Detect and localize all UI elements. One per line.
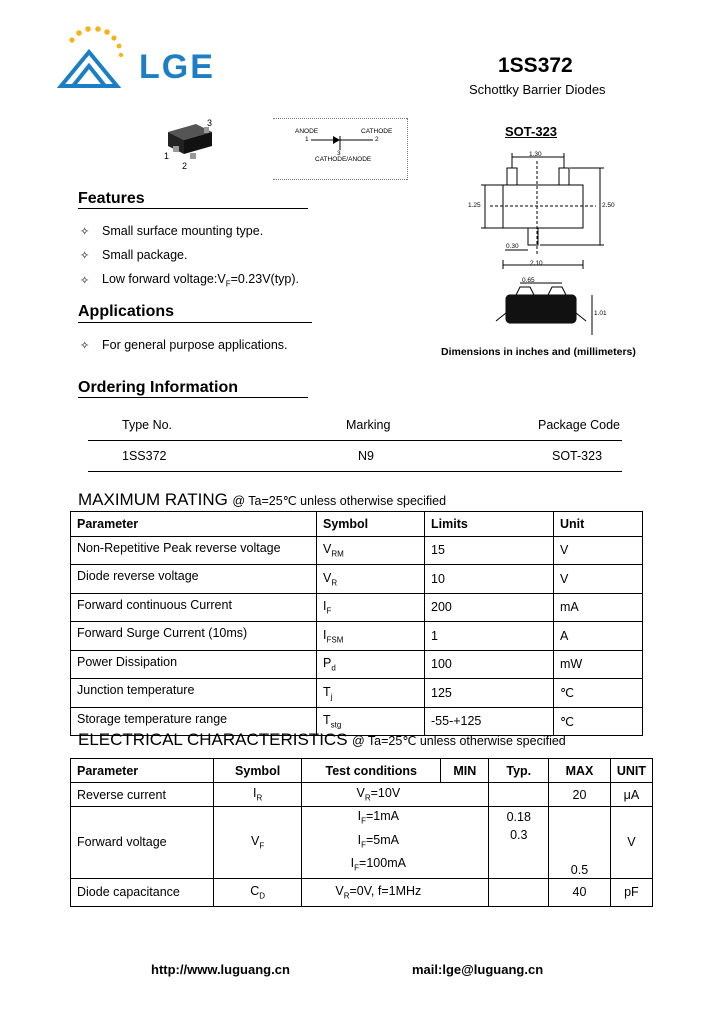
max-param: Junction temperature — [71, 679, 317, 708]
electrical-table — [70, 758, 653, 907]
ec-condition — [302, 878, 489, 906]
max-limit: 125 — [425, 679, 554, 708]
pin2-label: 2 — [182, 161, 188, 171]
feature-item — [80, 272, 299, 289]
symbol-pin3: 3 — [337, 150, 341, 157]
vf-sub: F — [225, 279, 231, 289]
max-header: Symbol — [317, 512, 425, 537]
ordering-header: Marking — [346, 418, 391, 432]
ec-param: Reverse current — [71, 783, 214, 807]
cond-sym: V — [356, 786, 365, 801]
cond-sym: V — [335, 883, 344, 898]
cond-sub: F — [361, 816, 366, 826]
symbol-base: T — [323, 684, 331, 699]
max-limit: -55-+125 — [425, 707, 554, 736]
ec-header: MAX — [549, 759, 611, 783]
cond-line — [308, 854, 448, 878]
package-drawing — [460, 145, 630, 345]
bullet-icon: ✧ — [80, 339, 90, 352]
feature-text: Small package. — [102, 248, 188, 262]
max-param: Forward continuous Current — [71, 593, 317, 622]
features-underline — [78, 208, 308, 209]
max-unit: ℃ — [554, 679, 643, 708]
symbol-base: P — [323, 656, 332, 670]
vf-prefix: Low forward voltage:V — [102, 272, 226, 286]
bullet-icon: ✧ — [80, 225, 90, 238]
ec-row-reverse — [71, 783, 653, 807]
symbol-pin2: 2 — [375, 136, 379, 143]
cond-val: =5mA — [366, 832, 400, 847]
symbol-base: I — [252, 786, 257, 801]
max-header: Limits — [425, 512, 554, 537]
ec-header: UNIT — [610, 759, 652, 783]
electrical-condition: @ Ta=25℃ unless otherwise specified — [351, 734, 566, 748]
ec-max: 0.5 — [549, 807, 611, 879]
circuit-symbol — [273, 118, 408, 180]
ec-typ — [489, 807, 549, 879]
cond-sym: I — [357, 809, 362, 823]
electrical-title: ELECTRICAL CHARACTERISTICS — [78, 730, 348, 749]
max-param: Power Dissipation — [71, 650, 317, 679]
max-symbol — [317, 679, 425, 708]
cond-sub: R — [364, 793, 371, 803]
common-label: CATHODE/ANODE — [315, 156, 372, 163]
ec-condition — [302, 783, 489, 807]
ordering-underline — [78, 397, 308, 398]
bullet-icon: ✧ — [80, 274, 90, 287]
max-unit: A — [554, 622, 643, 651]
ec-unit: V — [610, 807, 652, 879]
max-header: Parameter — [71, 512, 317, 537]
part-subtitle: Schottky Barrier Diodes — [469, 82, 606, 97]
ordering-heading: Ordering Information — [78, 379, 238, 396]
symbol-sub: j — [330, 692, 333, 701]
max-unit: V — [554, 565, 643, 594]
applications-heading: Applications — [78, 303, 175, 320]
dim-right: 2.50 — [602, 202, 615, 209]
dim-side-height: 1.01 — [594, 310, 607, 317]
dim-left: 1.25 — [468, 202, 481, 209]
max-limit: 1 — [425, 622, 554, 651]
application-item — [80, 338, 288, 352]
max-unit: V — [554, 536, 643, 565]
max-row — [71, 679, 643, 708]
footer-url-link[interactable]: http://www.luguang.cn — [151, 962, 290, 977]
max-param: Forward Surge Current (10ms) — [71, 622, 317, 651]
max-rating-condition: @ Ta=25℃ unless otherwise specified — [232, 494, 447, 508]
ec-header: Symbol — [214, 759, 302, 783]
ordering-header-row — [88, 410, 622, 441]
ec-typ — [489, 783, 549, 807]
ec-unit: pF — [610, 878, 652, 906]
ec-symbol — [214, 878, 302, 906]
max-param: Diode reverse voltage — [71, 565, 317, 594]
ec-symbol — [214, 807, 302, 879]
ordering-cell: SOT-323 — [552, 449, 603, 463]
symbol-sub: FSM — [326, 635, 344, 644]
symbol-base: I — [323, 627, 327, 642]
ec-max: 20 — [549, 783, 611, 807]
anode-label: ANODE — [295, 128, 319, 135]
ec-param: Forward voltage — [71, 807, 214, 879]
symbol-base: V — [250, 834, 260, 848]
cond-sub: F — [361, 840, 366, 849]
ec-header: MIN — [441, 759, 489, 783]
cond-sym: I — [350, 856, 355, 870]
ec-header: Parameter — [71, 759, 214, 783]
max-row — [71, 622, 643, 651]
ec-row-capacitance — [71, 878, 653, 906]
symbol-sub: stg — [330, 720, 342, 730]
cond-val: =0V, f=1MHz — [349, 883, 422, 898]
max-rating-table — [70, 511, 643, 736]
cond-sym: I — [357, 832, 362, 847]
ec-condition — [302, 807, 489, 879]
max-unit: ℃ — [554, 707, 643, 736]
symbol-base: V — [323, 570, 332, 585]
ec-header: Test conditions — [302, 759, 441, 783]
dim-bottom: 2.10 — [530, 260, 543, 267]
symbol-sub: F — [326, 606, 332, 616]
ordering-table — [88, 410, 622, 472]
cond-val: =100mA — [359, 856, 406, 870]
ordering-header: Package Code — [538, 418, 621, 432]
symbol-base: C — [250, 883, 260, 898]
pin3-label: 3 — [207, 118, 213, 128]
max-symbol — [317, 650, 425, 679]
ec-row-forward — [71, 807, 653, 879]
ec-max: 40 — [549, 878, 611, 906]
max-param: Non-Repetitive Peak reverse voltage — [71, 536, 317, 565]
part-number: 1SS372 — [498, 54, 573, 77]
max-row — [71, 650, 643, 679]
ec-unit: μA — [610, 783, 652, 807]
logo-text: LGE — [139, 48, 215, 86]
max-limit: 15 — [425, 536, 554, 565]
max-param: Storage temperature range — [71, 707, 317, 736]
footer-mail-link[interactable]: mail:lge@luguang.cn — [412, 962, 544, 977]
applications-underline — [78, 322, 312, 323]
max-symbol — [317, 622, 425, 651]
symbol-base: T — [323, 713, 331, 727]
max-rating-header-row — [71, 512, 643, 537]
ordering-cell: 1SS372 — [122, 449, 167, 463]
ec-param: Diode capacitance — [71, 878, 214, 906]
symbol-sub: RM — [331, 549, 344, 559]
vf-suffix: =0.23V(typ). — [230, 272, 300, 286]
cond-line — [308, 831, 448, 855]
features-heading: Features — [78, 190, 145, 207]
max-rating-heading — [78, 490, 446, 510]
max-limit: 10 — [425, 565, 554, 594]
pin1-label: 1 — [164, 151, 170, 161]
max-limit: 100 — [425, 650, 554, 679]
cond-sub: F — [354, 863, 360, 873]
application-text: For general purpose applications. — [102, 338, 288, 352]
symbol-sub: R — [331, 578, 338, 587]
max-symbol — [317, 565, 425, 594]
bullet-icon: ✧ — [80, 249, 90, 262]
symbol-base: I — [323, 599, 327, 613]
feature-text: Small surface mounting type. — [102, 224, 264, 238]
ordering-cell: N9 — [358, 449, 374, 463]
typ-value: 0.3 — [510, 828, 528, 842]
max-limit: 200 — [425, 593, 554, 622]
ec-header: Typ. — [489, 759, 549, 783]
ec-symbol — [214, 783, 302, 807]
cond-val: =10V — [370, 786, 401, 801]
max-symbol — [317, 593, 425, 622]
max-unit: mA — [554, 593, 643, 622]
max-header: Unit — [554, 512, 643, 537]
cond-val: =1mA — [366, 809, 400, 823]
electrical-heading — [78, 730, 566, 750]
symbol-sub: F — [259, 841, 265, 851]
component-image — [160, 118, 220, 173]
symbol-pin1: 1 — [305, 136, 309, 143]
max-rating-title: MAXIMUM RATING — [78, 490, 228, 509]
logo-mark-icon — [55, 22, 135, 94]
dim-top: 1.30 — [529, 151, 542, 158]
dimension-caption: Dimensions in inches and (millimeters) — [441, 346, 636, 358]
max-row — [71, 536, 643, 565]
package-title: SOT-323 — [505, 124, 558, 139]
ordering-header: Type No. — [122, 418, 173, 432]
ec-typ — [489, 878, 549, 906]
feature-text-vf — [102, 272, 299, 289]
feature-item — [80, 248, 187, 262]
dim-side-top: 0.65 — [522, 277, 535, 284]
feature-item — [80, 224, 263, 238]
max-row — [71, 593, 643, 622]
symbol-sub: D — [259, 891, 266, 901]
symbol-sub: d — [331, 663, 336, 673]
electrical-header-row — [71, 759, 653, 783]
cond-sub: R — [343, 891, 350, 901]
max-symbol — [317, 536, 425, 565]
cond-line — [308, 807, 448, 831]
symbol-sub: R — [256, 793, 263, 803]
cathode-label: CATHODE — [361, 128, 393, 135]
typ-value: 0.18 — [506, 810, 531, 824]
max-row — [71, 565, 643, 594]
dim-lead: 0.30 — [506, 243, 519, 250]
ordering-row — [88, 441, 622, 472]
brand-logo — [55, 22, 245, 94]
symbol-base: V — [323, 542, 332, 556]
max-unit: mW — [554, 650, 643, 679]
